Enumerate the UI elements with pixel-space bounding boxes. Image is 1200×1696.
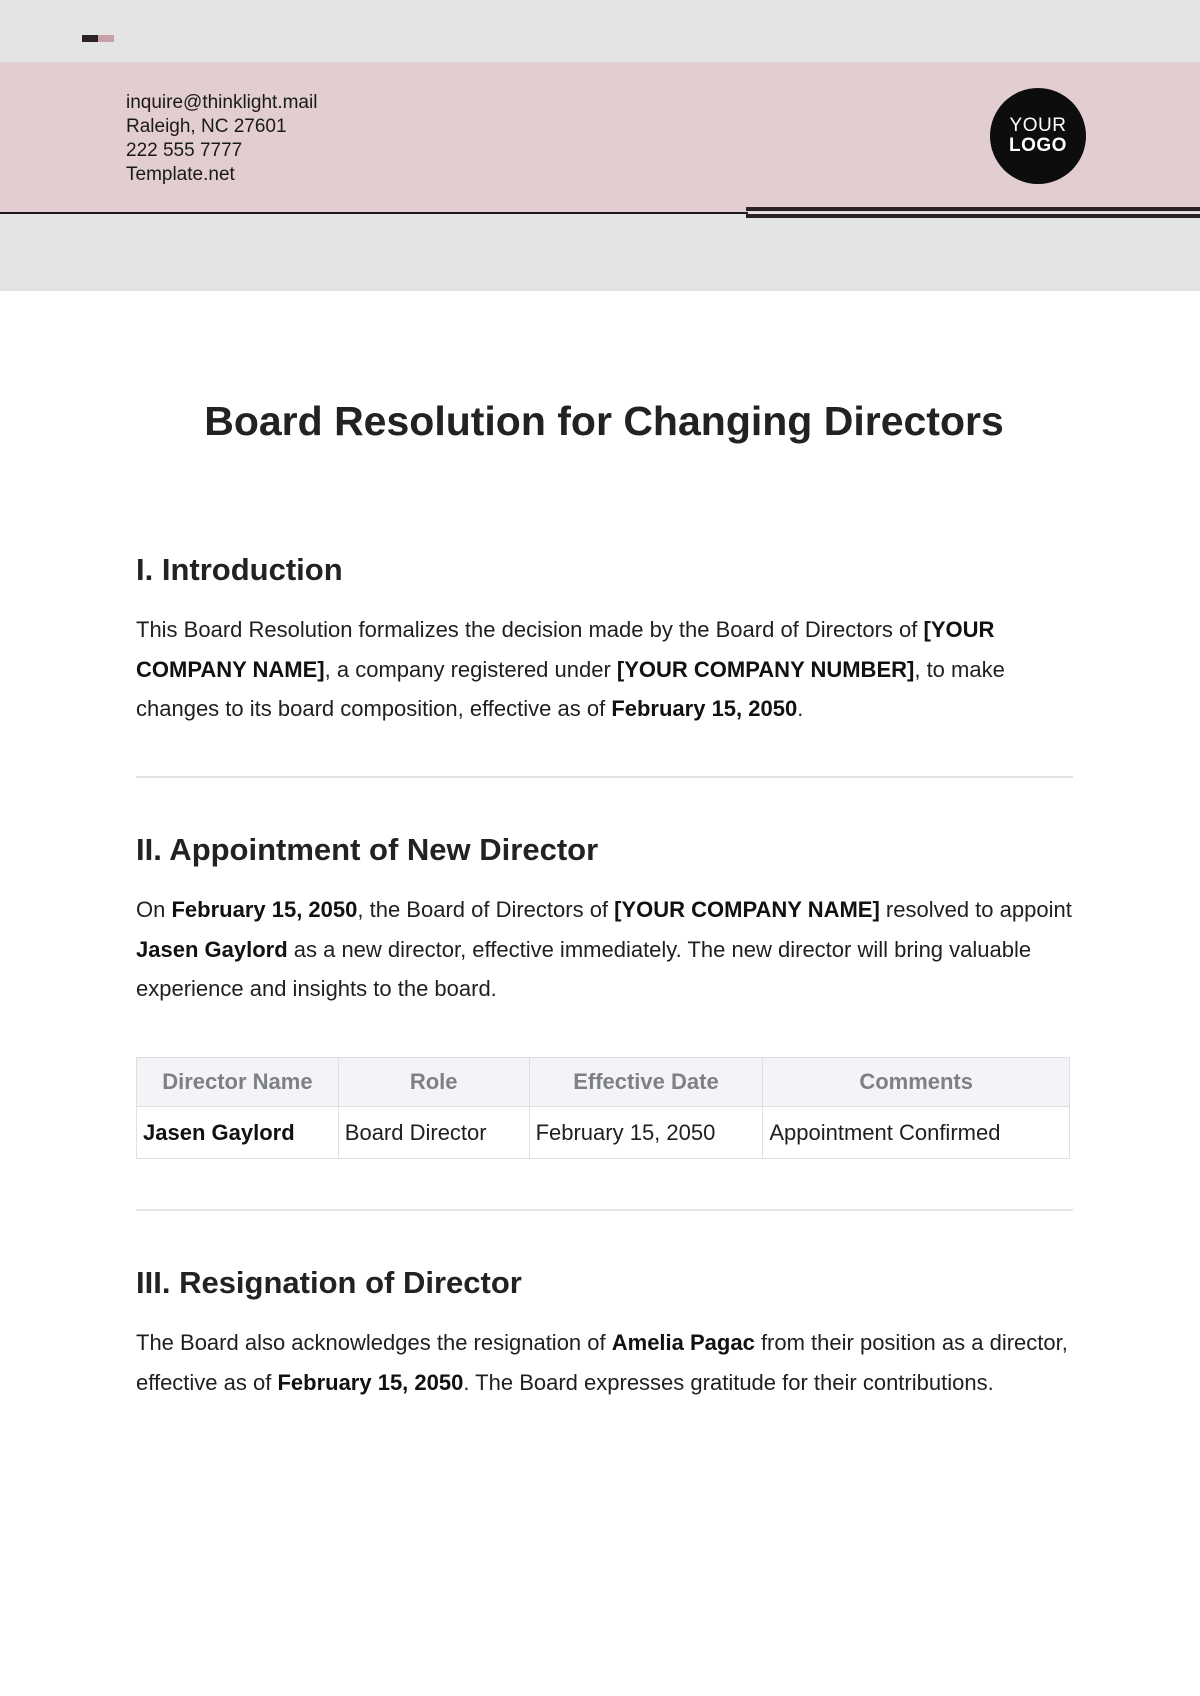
emphasized-text: February 15, 2050 bbox=[611, 696, 798, 721]
column-header-director-name: Director Name bbox=[137, 1058, 339, 1107]
contact-info bbox=[126, 91, 317, 187]
directors-table bbox=[136, 1057, 1070, 1159]
document-title: Board Resolution for Changing Directors bbox=[204, 398, 1004, 444]
cell-director-name: Jasen Gaylord bbox=[137, 1107, 339, 1159]
section-heading-appointment: II. Appointment of New Director bbox=[136, 832, 599, 867]
decorative-marks bbox=[82, 35, 114, 42]
contact-website: Template.net bbox=[126, 164, 235, 185]
section-divider bbox=[136, 776, 1073, 778]
cell-comments: Appointment Confirmed bbox=[763, 1107, 1070, 1159]
column-header-role: Role bbox=[338, 1058, 529, 1107]
emphasized-text: [YOUR COMPANY NUMBER] bbox=[616, 656, 915, 682]
table-header-row bbox=[137, 1058, 1070, 1107]
emphasized-text: February 15, 2050 bbox=[171, 897, 358, 922]
appointment-paragraph: On February 15, 2050, the Board of Directors of [YOUR COMPANY NAME] resolved to appoint Jasen Gaylord as a new director, effective immediately. The new director will bring valuable experience and insights to the board. bbox=[136, 897, 1072, 1001]
emphasized-text: [YOUR COMPANY NAME] bbox=[136, 617, 995, 682]
header-rule-thick-top bbox=[746, 207, 1200, 211]
emphasized-text: Amelia Pagac bbox=[611, 1330, 755, 1355]
contact-email: inquire@thinklight.mail bbox=[126, 92, 318, 113]
pink-mark bbox=[98, 35, 114, 42]
emphasized-text: [YOUR COMPANY NAME] bbox=[614, 897, 880, 922]
section-heading-introduction: I. Introduction bbox=[136, 552, 343, 587]
section-divider bbox=[136, 1209, 1073, 1211]
contact-phone: 222 555 7777 bbox=[126, 140, 243, 161]
logo-line-2: LOGO bbox=[1009, 135, 1067, 156]
cell-role: Board Director bbox=[338, 1107, 529, 1159]
emphasized-text: Jasen Gaylord bbox=[136, 936, 288, 962]
contact-address: Raleigh, NC 27601 bbox=[126, 116, 287, 137]
emphasized-text: February 15, 2050 bbox=[277, 1369, 464, 1395]
dark-mark bbox=[82, 35, 98, 42]
logo-line-1: YOUR bbox=[1009, 115, 1067, 136]
table-row bbox=[137, 1107, 1070, 1159]
header-rule-thin bbox=[0, 212, 748, 214]
introduction-paragraph: This Board Resolution formalizes the decision made by the Board of Directors of [YOUR COMPANY NAME], a company registered under [YOUR COMPANY NUMBER], to make changes to its board composition, effective as of February 15, 2050. bbox=[136, 617, 1005, 721]
column-header-comments: Comments bbox=[763, 1058, 1070, 1107]
header-rule-thick-bottom bbox=[746, 214, 1200, 218]
section-heading-resignation: III. Resignation of Director bbox=[136, 1265, 522, 1300]
column-header-effective-date: Effective Date bbox=[529, 1058, 763, 1107]
resignation-paragraph: The Board also acknowledges the resignation of Amelia Pagac from their position as a director, effective as of February 15, 2050. The Board expresses gratitude for their contributions. bbox=[136, 1330, 1068, 1395]
cell-effective-date: February 15, 2050 bbox=[529, 1107, 763, 1159]
company-logo bbox=[990, 88, 1086, 184]
